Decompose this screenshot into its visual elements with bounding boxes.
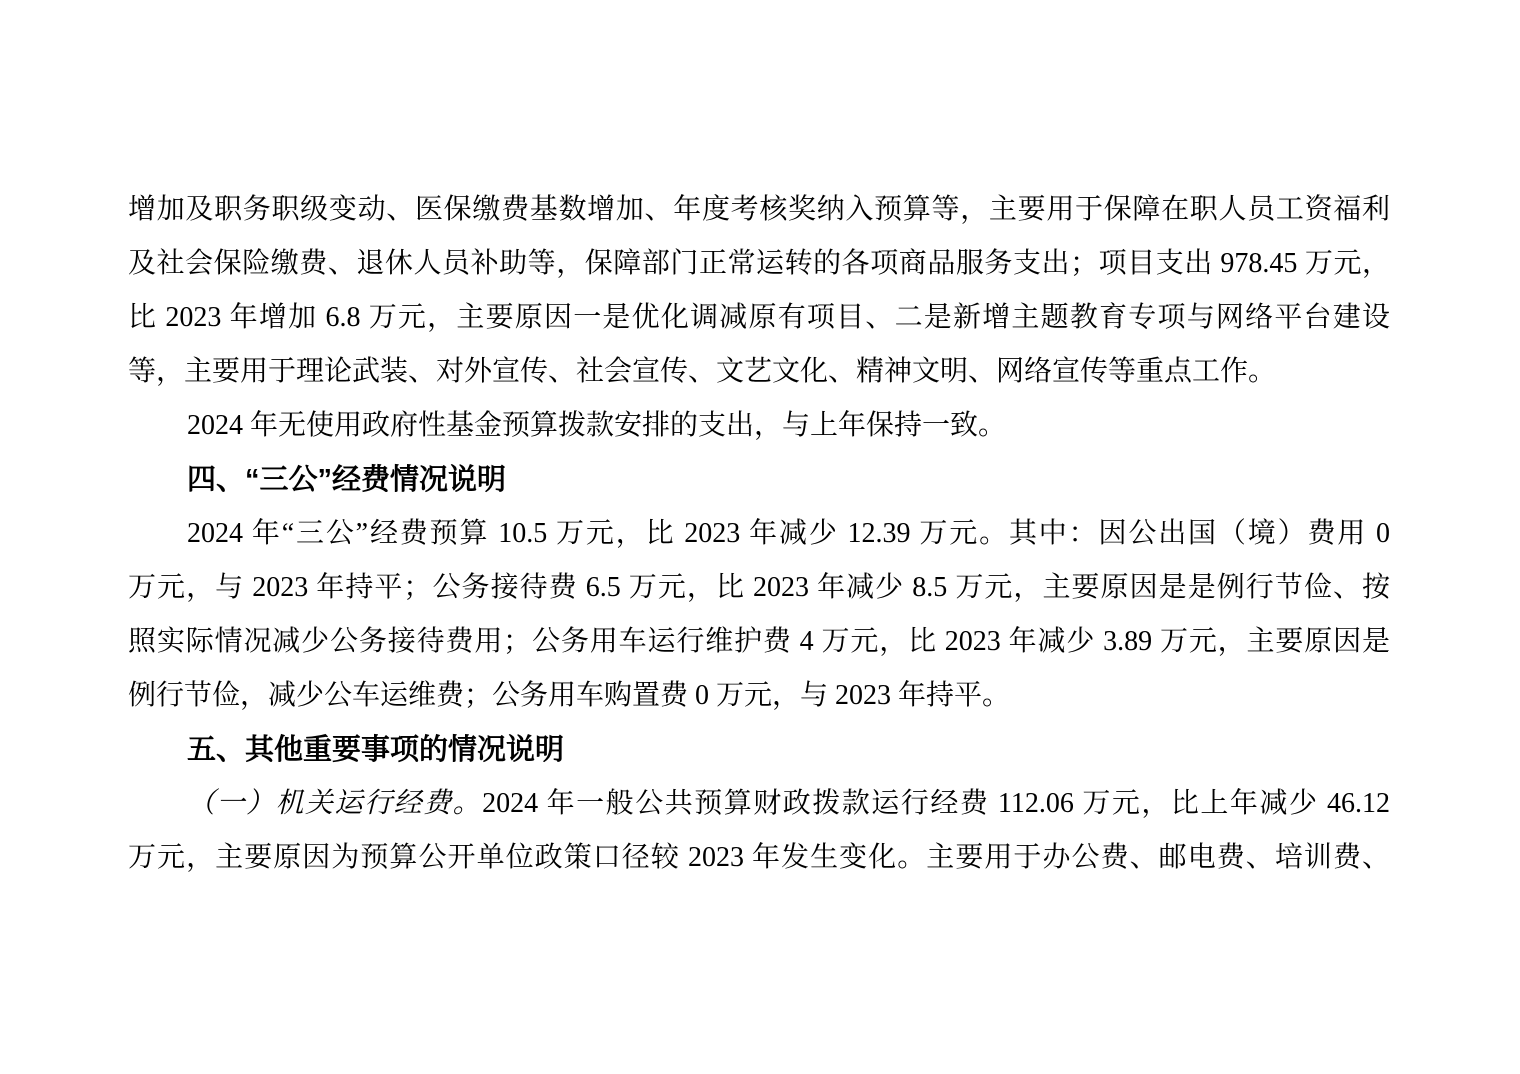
document-content bbox=[128, 183, 1390, 885]
body-line-11: 万元，主要原因为预算公开单位政策口径较 2023 年发生变化。主要用于办公费、邮电费、培训费、 bbox=[128, 842, 1390, 873]
item-lead-label: （一）机关运行经费。 bbox=[187, 788, 483, 819]
body-line-8: 照实际情况减少公务接待费用；公务用车运行维护费 4 万元，比 2023 年减少 3.89 万元，主要原因是 bbox=[128, 626, 1390, 657]
section-heading-5: 五、其他重要事项的情况说明 bbox=[187, 734, 565, 766]
body-line-10 bbox=[128, 777, 1390, 831]
body-line-4: 等，主要用于理论武装、对外宣传、社会宣传、文艺文化、精神文明、网络宣传等重点工作。 bbox=[128, 356, 1277, 387]
body-line-9: 例行节俭，减少公车运维费；公务用车购置费 0 万元，与 2023 年持平。 bbox=[128, 680, 1011, 711]
body-line-2: 及社会保险缴费、退休人员补助等，保障部门正常运转的各项商品服务支出；项目支出 978.45 万元， bbox=[128, 248, 1390, 279]
body-line-6: 2024 年“三公”经费预算 10.5 万元，比 2023 年减少 12.39 万元。其中：因公出国（境）费用 0 bbox=[187, 518, 1390, 549]
body-line-7: 万元，与 2023 年持平；公务接待费 6.5 万元，比 2023 年减少 8.5 万元，主要原因是是例行节俭、按 bbox=[128, 572, 1390, 603]
section-heading-4: 四、“三公”经费情况说明 bbox=[187, 464, 507, 496]
item-text: 2024 年一般公共预算财政拨款运行经费 112.06 万元，比上年减少 46.12 bbox=[482, 788, 1390, 819]
body-line-3: 比 2023 年增加 6.8 万元，主要原因一是优化调减原有项目、二是新增主题教育专项与网络平台建设 bbox=[128, 302, 1390, 333]
body-line-5: 2024 年无使用政府性基金预算拨款安排的支出，与上年保持一致。 bbox=[187, 410, 1007, 441]
body-line-1: 增加及职务职级变动、医保缴费基数增加、年度考核奖纳入预算等，主要用于保障在职人员工资福利 bbox=[128, 194, 1390, 225]
